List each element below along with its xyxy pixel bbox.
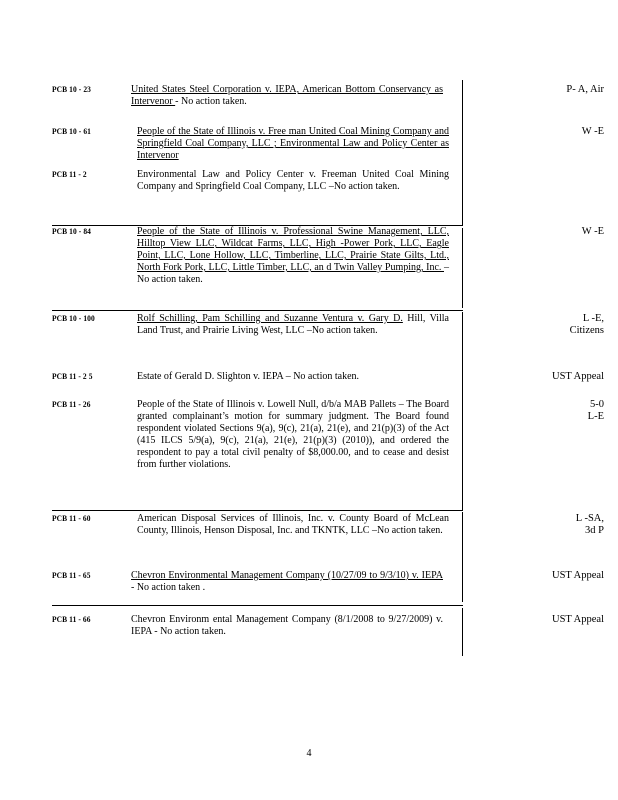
- case-number: PCB 11 - 60: [52, 513, 91, 523]
- case-title: Rolf Schilling, Pam Schilling and Suzanne Ventura v. Gary D.: [137, 313, 403, 324]
- case-entry: [52, 226, 612, 285]
- case-number: PCB 10 - 84: [52, 226, 91, 236]
- case-description: [131, 570, 443, 594]
- case-number: PCB 10 - 23: [52, 84, 91, 94]
- case-description: [137, 169, 449, 193]
- case-number: PCB 11 - 26: [52, 399, 91, 409]
- case-entry: [52, 126, 612, 166]
- case-entry: [52, 169, 612, 209]
- case-disposition: W -E: [581, 126, 604, 137]
- case-action: Estate of Gerald D. Slighton v. IEPA – No action taken.: [137, 371, 360, 382]
- case-title: People of the State of Illinois v. Free man United Coal Mining Company and Springfield Coal Company, LLC ; Environmental Law and Policy Center as Intervenor: [137, 126, 449, 161]
- case-action: Chevron Environm ental Management Company (8/1/2008 to 9/27/2009) v. IEPA - No action taken.: [131, 614, 443, 637]
- case-title: Chevron Environmental Management Company (10/27/09 to 9/3/10) v. IEPA: [131, 570, 443, 581]
- case-action: Hill, Villa Land Trust, and Prairie Living West, LLC –No action taken.: [137, 313, 449, 336]
- case-entry: [52, 399, 612, 470]
- case-entry: [52, 614, 612, 654]
- case-disposition: W -E: [581, 226, 604, 237]
- case-action: People of the State of Illinois v. Lowell Null, d/b/a MAB Pallets – The Board granted complainant’s motion for summary judgment. The Board found respondent violated Sections 9(a), 9(c), 21(a), 21(e), and 21(p)(3) of the Act (415 ILCS 5/9(a), 9(c), 21(a), 21(e), 21(p)(3) (2010)), and ordered the respondent to pay a total civil penalty of $8,000.00, and to cease and desist from further violations.: [137, 399, 449, 470]
- case-description: [131, 614, 443, 638]
- case-action: American Disposal Services of Illinois, Inc. v. County Board of McLean County, Illinois, Henson Disposal, Inc. and TKNTK, LLC –No action taken.: [137, 513, 449, 536]
- case-number: PCB 10 - 61: [52, 126, 91, 136]
- row-divider: [52, 510, 463, 511]
- case-title: United States Steel Corporation v. IEPA, American Bottom Conservancy as Intervenor: [131, 84, 443, 107]
- case-disposition: 5-0 L-E: [587, 399, 604, 422]
- page-number: 4: [306, 748, 312, 759]
- case-description: [137, 513, 449, 537]
- case-entry: [52, 513, 612, 553]
- case-action: - No action taken .: [131, 582, 206, 593]
- case-description: [137, 226, 449, 286]
- case-disposition: L -E, Citizens: [569, 313, 604, 336]
- row-divider: [52, 310, 463, 311]
- case-disposition: L -SA, 3d P: [575, 513, 604, 536]
- case-description: [137, 371, 449, 383]
- case-title: People of the State of Illinois v. Professional Swine Management, LLC, Hilltop View LLC, Wildcat Farms, LLC, High -Power Pork, LLC, Eagle Point, LLC, Lone Hollow, LLC, Timberline, LLC, Prairie State Gilts, Ltd., North Fork Pork, LLC, Little Timber, LLC, an d Twin Valley Pumping, Inc.: [137, 226, 449, 273]
- case-number: PCB 11 - 66: [52, 614, 91, 624]
- case-number: PCB 11 - 65: [52, 570, 91, 580]
- case-number: PCB 11 - 2: [52, 169, 87, 179]
- case-description: [137, 126, 449, 162]
- case-disposition: P- A, Air: [566, 84, 604, 95]
- case-number: PCB 10 - 100: [52, 313, 95, 323]
- case-entry: [52, 84, 612, 124]
- case-entry: [52, 570, 612, 610]
- case-action: Environmental Law and Policy Center v. Freeman United Coal Mining Company and Springfield Coal Company, LLC –No action taken.: [137, 169, 449, 192]
- case-number: PCB 11 - 2 5: [52, 371, 93, 381]
- case-action: - No action taken.: [175, 96, 247, 107]
- case-disposition: UST Appeal: [551, 614, 604, 625]
- case-disposition: UST Appeal: [551, 570, 604, 581]
- case-description: [137, 399, 449, 471]
- case-description: [137, 313, 449, 337]
- case-entry: [52, 313, 612, 353]
- case-disposition: UST Appeal: [551, 371, 604, 382]
- case-description: [131, 84, 443, 108]
- case-action: –No action taken.: [137, 262, 449, 285]
